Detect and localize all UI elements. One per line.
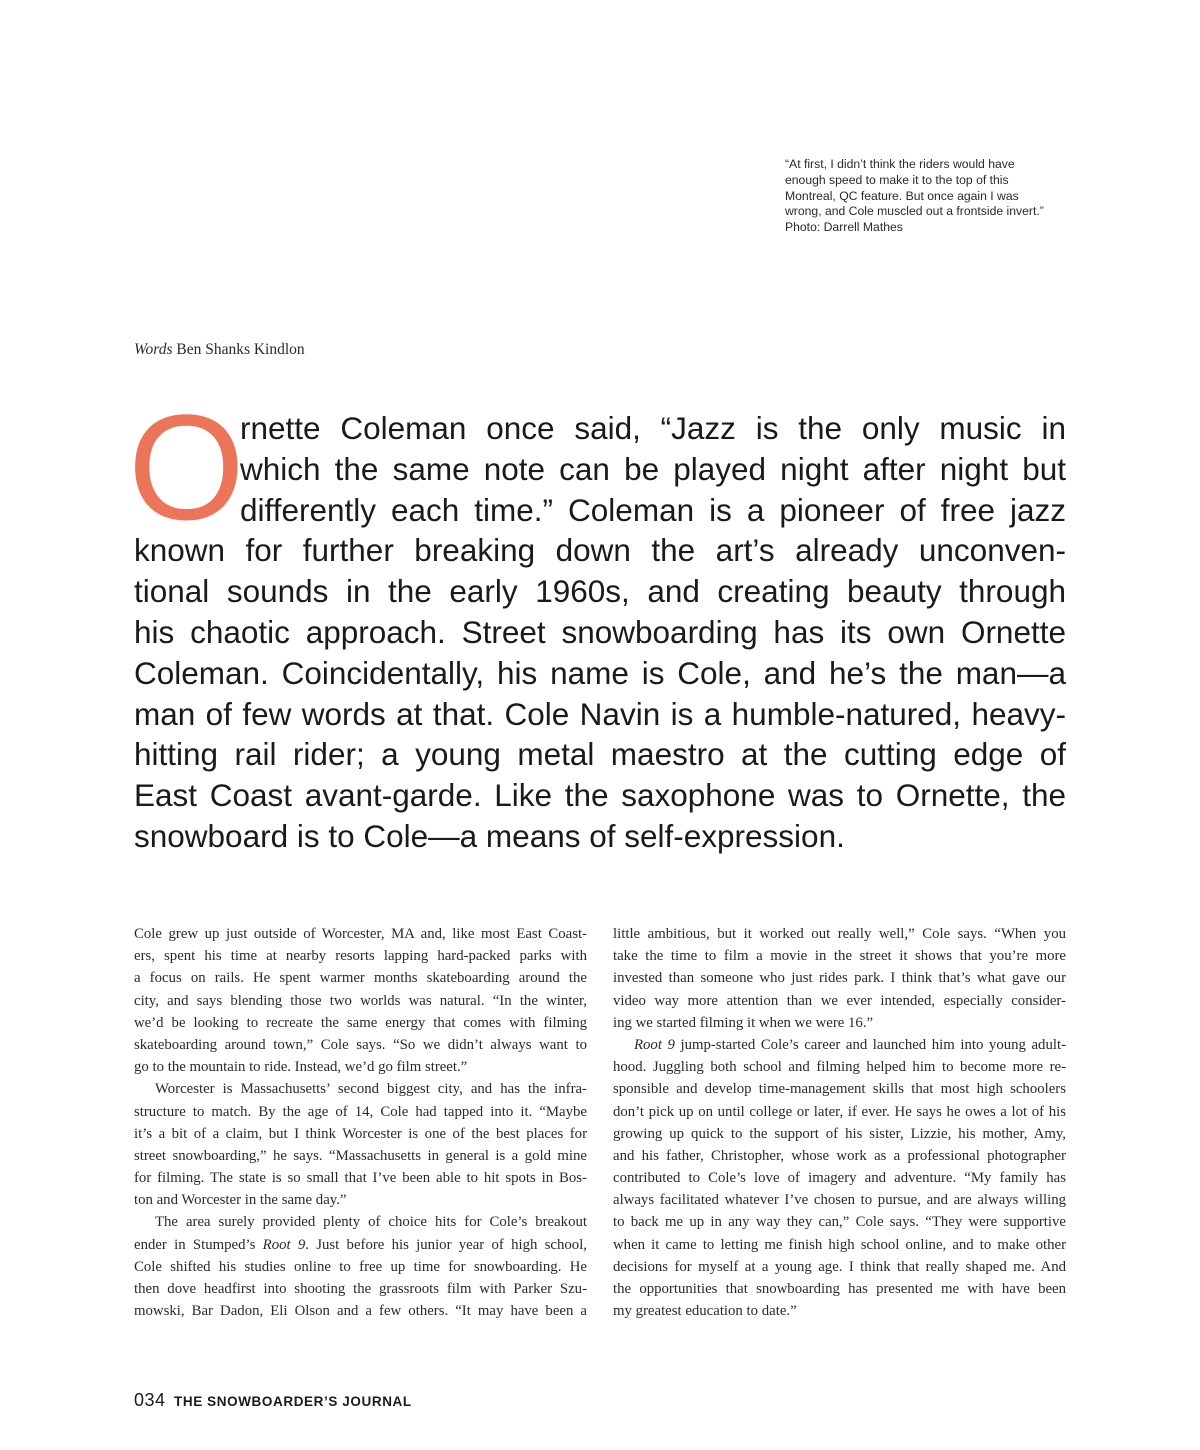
body-line: a focus on rails. He spent warmer months skateboarding around the: [134, 970, 587, 987]
body-line: Cole shifted his studies online to free up time for snowboarding. He: [134, 1258, 587, 1275]
magazine-name: THE SNOWBOARDER’S JOURNAL: [174, 1394, 412, 1409]
film-title: Root 9: [262, 1236, 306, 1253]
body-line: invested than someone who just rides park. I think that’s what gave our: [613, 970, 1066, 987]
lede-line: tional sounds in the early 1960s, and creating beauty through: [134, 573, 1066, 610]
caption-line: “At first, I didn’t think the riders would have: [785, 157, 1015, 171]
body-line: to back me up in any way they can,” Cole says. “They were supportive: [613, 1214, 1066, 1231]
photo-caption: [785, 157, 1085, 236]
body-line: ender in Stumped’s Root 9. Just before his junior year of high school,: [134, 1236, 588, 1253]
body-line: ing we started filming it when we were 16.”: [613, 1014, 874, 1031]
body-line: street snowboarding,” he says. “Massachusetts in general is a gold mine: [134, 1147, 587, 1164]
body-column-left: [134, 923, 587, 1322]
page-number: 034: [134, 1390, 166, 1410]
lede-line: man of few words at that. Cole Navin is a humble-natured, heavy-: [134, 695, 1066, 732]
caption-line: wrong, and Cole muscled out a frontside invert.”: [785, 204, 1044, 219]
body-line: Root 9 jump-started Cole’s career and launched him into young adult-: [634, 1036, 1066, 1053]
lede-line: snowboard is to Cole—a means of self-expression.: [134, 817, 845, 854]
body-line: go to the mountain to ride. Instead, we’d go film street.”: [134, 1059, 468, 1076]
body-line: always facilitated whatever I’ve chosen to pursue, and are always willing: [613, 1192, 1066, 1209]
lede-paragraph: [134, 408, 1066, 857]
caption-line: Montreal, QC feature. But once again I was: [785, 188, 1019, 203]
body-line: when it came to letting me finish high school online, and to make other: [613, 1236, 1066, 1253]
body-line: hood. Juggling both school and filming helped him to become more re-: [613, 1059, 1066, 1076]
body-line: city, and says blending those two worlds was natural. “In the winter,: [134, 992, 587, 1009]
lede-line: rnette Coleman once said, “Jazz is the only music in: [240, 410, 1066, 446]
body-line: for filming. The state is so small that I’ve been able to hit spots in Bos-: [134, 1170, 587, 1187]
caption-photo-credit: Photo: Darrell Mathes: [785, 220, 903, 235]
body-line: skateboarding around town,” Cole says. “So we didn’t always want to: [134, 1036, 587, 1053]
lede-line: differently each time.” Coleman is a pioneer of free jazz: [240, 491, 1066, 528]
lede-line: East Coast avant-garde. Like the saxophone was to Ornette, the: [134, 777, 1066, 814]
byline-label: Words: [134, 341, 173, 358]
body-line: take the time to film a movie in the street it shows that you’re more: [613, 948, 1066, 965]
body-line: and his father, Christopher, whose work as a professional photographer: [613, 1147, 1066, 1164]
body-line: mowski, Bar Dadon, Eli Olson and a few others. “It may have been a: [134, 1303, 587, 1320]
body-line: contributed to Cole’s love of imagery and adventure. “My family has: [613, 1170, 1066, 1187]
body-line: growing up quick to the support of his sister, Lizzie, his mother, Amy,: [613, 1125, 1066, 1142]
body-line: Worcester is Massachusetts’ second biggest city, and has the infra-: [155, 1081, 587, 1098]
body-line: structure to match. By the age of 14, Cole had tapped into it. “Maybe: [134, 1103, 587, 1120]
lede-line: hitting rail rider; a young metal maestro at the cutting edge of: [134, 736, 1066, 773]
lede-line: his chaotic approach. Street snowboarding has its own Ornette: [134, 613, 1066, 650]
caption-line: enough speed to make it to the top of this: [785, 172, 1009, 187]
body-line: don’t pick up on until college or later, if ever. He says he owes a lot of his: [613, 1103, 1066, 1120]
body-line: my greatest education to date.”: [613, 1303, 797, 1320]
body-line: Cole grew up just outside of Worcester, MA and, like most East Coast-: [134, 926, 587, 942]
body-line: sponsible and develop time-management skills that most high schoolers: [613, 1081, 1066, 1098]
body-line: the opportunities that snowboarding has presented me with have been: [613, 1281, 1066, 1297]
byline-author: Ben Shanks Kindlon: [176, 341, 305, 358]
byline: [134, 341, 305, 359]
body-column-right: [613, 923, 1066, 1322]
film-title: Root 9: [634, 1036, 675, 1053]
body-line: ton and Worcester in the same day.”: [134, 1192, 347, 1209]
body-line: little ambitious, but it worked out really well,” Cole says. “When you: [613, 926, 1066, 942]
body-line: it’s a bit of a claim, but I think Worcester is one of the best places for: [134, 1125, 587, 1142]
body-line: video way more attention than we ever intended, especially consider-: [613, 992, 1066, 1009]
body-line: The area surely provided plenty of choice hits for Cole’s breakout: [155, 1214, 587, 1231]
lede-line: which the same note can be played night after night but: [240, 450, 1066, 487]
body-line: decisions for myself at a young age. I think that really shaped me. And: [613, 1258, 1066, 1275]
drop-cap: O: [128, 383, 245, 551]
lede-line: Coleman. Coincidentally, his name is Cole, and he’s the man—a: [134, 654, 1066, 691]
lede-line: known for further breaking down the art’s already unconven-: [134, 532, 1066, 569]
body-line: we’d be looking to recreate the same energy that comes with filming: [134, 1014, 587, 1031]
body-line: ers, spent his time at nearby resorts lapping hard-packed parks with: [134, 948, 587, 965]
body-line: then dove headfirst into shooting the grassroots film with Parker Szu-: [134, 1281, 587, 1297]
page-footer: [134, 1390, 412, 1411]
